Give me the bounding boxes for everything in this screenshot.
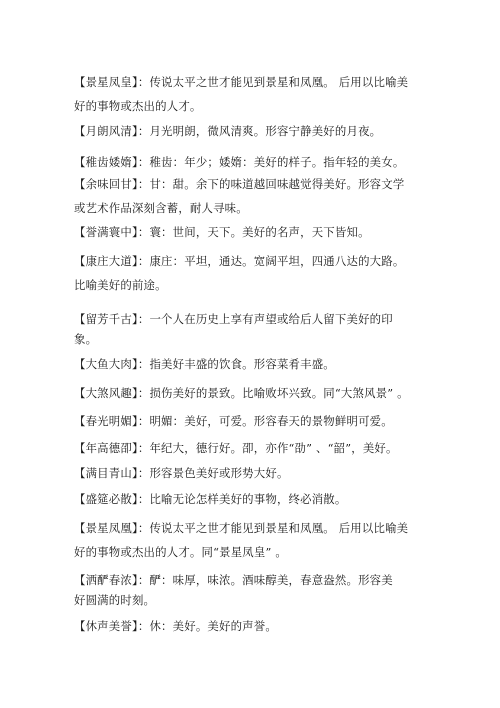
entry-zhichi-wotuo bbox=[74, 150, 446, 174]
entry-definition: ：明媚：美好，可爱。形容春天的景物鲜明可爱。 bbox=[137, 414, 393, 428]
entry-definition: ：形容景色美好或形势大好。 bbox=[137, 466, 289, 480]
entry-definition: ：寰：世间，天下。美好的名声，天下皆知。 bbox=[137, 225, 370, 239]
entry-kangzhuang-dadao bbox=[74, 249, 446, 297]
entry-term: 【大鱼大肉】 bbox=[74, 357, 138, 371]
entry-term: 【留芳千古】 bbox=[74, 312, 138, 326]
entry-term: 【景星凤凰】 bbox=[74, 521, 138, 535]
entry-term: 【余味回甘】 bbox=[74, 177, 138, 191]
entry-definition: ：甘：甜。余下的味道越回味越觉得美好。形容文学 bbox=[137, 177, 405, 191]
entry-definition: ：酽：味厚，味浓。酒味醇美，春意盎然。形容美 bbox=[137, 573, 393, 587]
entry-yuman-huanzhong bbox=[74, 220, 446, 244]
entry-term: 【洒酽春浓】 bbox=[74, 573, 138, 587]
entry-shengyan-bisan bbox=[74, 487, 446, 511]
entry-definition: ：一个人在历史上享有声望或给后人留下美好的印 bbox=[137, 312, 393, 326]
entry-niangao-deshao bbox=[74, 436, 446, 460]
entry-yuelang-fengqing bbox=[74, 119, 446, 143]
entry-term: 【大煞风趣】 bbox=[74, 386, 138, 400]
entry-jingxing-fenghuang-2 bbox=[74, 516, 446, 564]
entry-term: 【月朗风清】 bbox=[74, 124, 138, 138]
entry-term: 【休声美誉】 bbox=[74, 619, 138, 633]
entry-term: 【满目青山】 bbox=[74, 466, 138, 480]
entry-dasha-fengqu bbox=[74, 381, 446, 405]
entry-term: 【康庄大道】 bbox=[74, 254, 138, 268]
entry-term: 【盛筵必散】 bbox=[74, 492, 138, 506]
entry-definition: ：指美好丰盛的饮食。形容菜肴丰盛。 bbox=[137, 357, 335, 371]
entry-chunguang-mingmei bbox=[74, 409, 446, 433]
entry-jingxing-fenghuang bbox=[74, 70, 446, 118]
entry-definition: ：稚齿：年少；婑媠：美好的样子。指年轻的美女。 bbox=[137, 155, 405, 169]
entry-definition: ：传说太平之世才能见到景星和凤凰。 后用以比喻美 bbox=[137, 521, 409, 535]
entry-dayu-darou bbox=[74, 352, 446, 376]
entry-definition: ：年纪大，德行好。卲，亦作“劭” 、“韶”，美好。 bbox=[137, 441, 398, 455]
entry-yuwei-huigan bbox=[74, 172, 446, 220]
entry-definition: ：康庄：平坦，通达。宽阔平坦，四通八达的大路。 bbox=[137, 254, 405, 268]
entry-definition-continued: 好的事物或杰出的人才。 bbox=[74, 99, 202, 113]
entry-saiyan-chunnong bbox=[74, 568, 446, 612]
entry-definition: ：传说太平之世才能见到景星和凤凰。 后用以比喻美 bbox=[137, 75, 409, 89]
entry-definition-continued: 好的事物或杰出的人才。同“景星凤皇” 。 bbox=[74, 545, 287, 559]
entry-definition: ：月光明朗，微风清爽。形容宁静美好的月夜。 bbox=[137, 124, 382, 138]
entry-xiusheng-meiyu bbox=[74, 614, 446, 638]
entry-term: 【景星凤皇】 bbox=[74, 75, 138, 89]
entry-definition-continued: 好圆满的时刻。 bbox=[74, 593, 156, 607]
entry-term: 【年高德卲】 bbox=[74, 441, 138, 455]
entry-definition: ：休：美好。美好的声誉。 bbox=[137, 619, 277, 633]
entry-definition: ：损伤美好的景致。比喻败坏兴致。同“大煞风景” 。 bbox=[137, 386, 409, 400]
entry-term: 【春光明媚】 bbox=[74, 414, 138, 428]
entry-definition: ：比喻无论怎样美好的事物，终必消散。 bbox=[137, 492, 347, 506]
entry-manmu-qingshan bbox=[74, 461, 446, 485]
entry-definition-continued: 比喻美好的前途。 bbox=[74, 278, 167, 292]
entry-term: 【稚齿婑媠】 bbox=[74, 155, 138, 169]
entry-liufang-qiangu bbox=[74, 307, 446, 351]
entry-definition-continued: 或艺术作品深刻含蓄，耐人寻味。 bbox=[74, 201, 248, 215]
entry-term: 【誉满寰中】 bbox=[74, 225, 138, 239]
entry-definition-continued: 象。 bbox=[74, 332, 98, 346]
